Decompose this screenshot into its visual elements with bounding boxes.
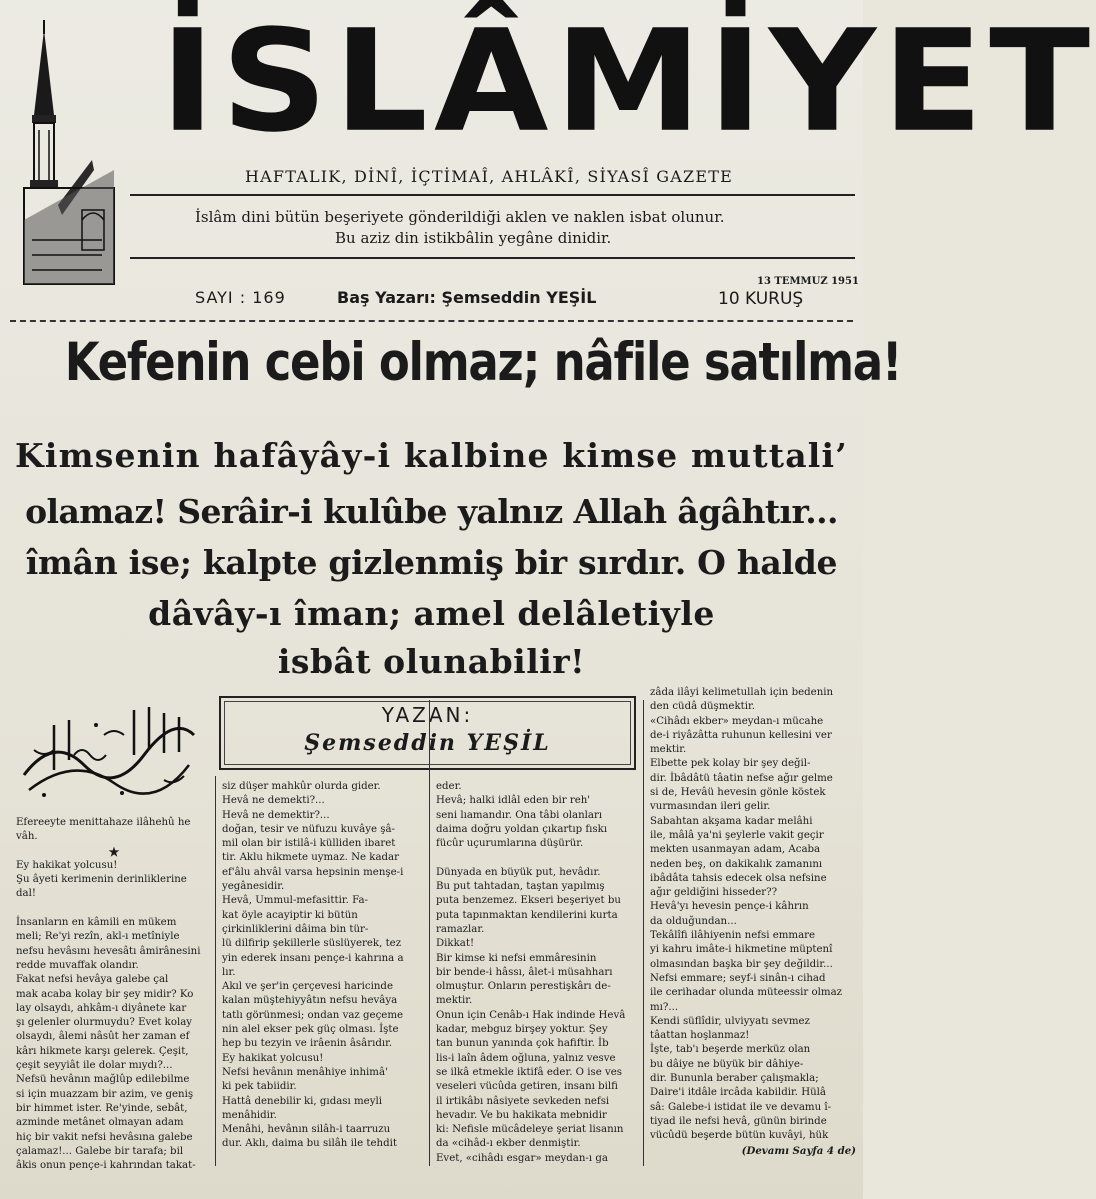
text-line: vücûdü beşerde bütün kuvâyi, hük <box>650 1130 829 1142</box>
masthead-rule-top <box>130 194 855 196</box>
text-line: Dikkat! <box>436 938 475 950</box>
text-line: dal! <box>16 888 36 900</box>
text-line: azminde metânet olmayan adam <box>16 1117 184 1129</box>
text-line: si de, Hevâü hevesin gönle köstek <box>650 787 826 799</box>
header-divider <box>10 320 853 322</box>
text-line: seni lıamandır. Ona tâbi olanları <box>436 809 603 821</box>
text-line: sâ: Galebe-i istidat ile ve devamu î- <box>650 1101 832 1113</box>
text-line: den cüdâ düşmektir. <box>650 701 755 713</box>
text-line: Ey hakikat yolcusu! <box>222 1052 324 1064</box>
text-line: veseleri vücûda getiren, insanı bilfi <box>436 1081 618 1093</box>
subheadline-line: isbât olunabilir! <box>277 642 586 681</box>
text-line: tatlı görünmesi; ondan vaz geçeme <box>222 1009 404 1021</box>
text-line: doğan, tesir ve nüfuzu kuvâye şâ- <box>222 823 395 835</box>
text-line: tiyad ile nefsi hevâ, günün birinde <box>650 1115 827 1127</box>
text-line: tan bunun yanında çok hafiftir. İb <box>436 1038 609 1050</box>
text-line: Hevâ'yı hevesin pençe-i kâhrın <box>650 901 809 913</box>
text-line: vâh. <box>16 831 38 843</box>
text-line: mektir. <box>436 995 473 1007</box>
subheadline-line: îmân ise; kalpte gizlenmiş bir sırdır. O halde <box>25 543 838 582</box>
text-line: lay olsaydı, ahkâm-ı diyânete kar <box>16 1002 187 1014</box>
article-column-1 <box>16 816 212 1173</box>
text-line: Onun için Cenâb-ı Hak indinde Hevâ <box>436 1009 626 1021</box>
text-line: kadar, mebguz birşey yoktur. Şey <box>436 1024 608 1036</box>
byline-label: YAZAN: <box>381 703 474 727</box>
text-line: ile, mâlâ ya'ni şeylerle vakit geçir <box>650 829 824 841</box>
issue-number: SAYI : 169 <box>195 288 286 307</box>
text-line: yi kahru imâte-i hikmetine müptenî <box>650 944 833 956</box>
text-line: menâhidir. <box>222 1109 277 1121</box>
main-headline: Kefenin cebi olmaz; nâfile satılma! <box>64 332 902 393</box>
text-line: bir bende-i hâssı, âlet-i müsahharı <box>436 966 613 978</box>
text-line: il irtikâbı nâsiyete sevkeden nefsi <box>436 1095 610 1107</box>
text-line: Fakat nefsi hevâya galebe çal <box>16 974 169 986</box>
article-column-3 <box>436 780 639 1166</box>
text-line: ki pek tabiidir. <box>222 1081 297 1093</box>
text-line: da «cihâd-ı ekber denmiştir. <box>436 1138 581 1150</box>
article-column-4 <box>650 686 856 1158</box>
text-line: tâattan hoşlanmaz! <box>650 1030 750 1042</box>
text-line: puta benzemez. Ekseri beşeriyet bu <box>436 895 621 907</box>
text-line: neden beş, on dakikalık zamanını <box>650 858 823 870</box>
text-line: lü dilfirip şekillerle süslüyerek, tez <box>222 938 402 950</box>
text-line: ramazlar. <box>436 923 485 935</box>
text-line: redde muvaffak olandır. <box>16 959 139 971</box>
text-line: İnsanların en kâmili en mükem <box>16 917 177 929</box>
subheadline-line: dâvây-ı îman; amel delâletiyle <box>148 594 715 633</box>
text-line: dur. Aklı, daima bu silâh ile tehdit <box>222 1138 397 1150</box>
text-line: bir himmet ister. Re'yinde, sebât, <box>16 1102 188 1114</box>
text-line: nin alel ekser pek güç olması. İşte <box>222 1024 399 1036</box>
text-line: eder. <box>436 781 462 792</box>
basmala-calligraphy <box>14 695 204 805</box>
masthead-rule-bottom <box>130 257 855 259</box>
text-line: Ey hakikat yolcusu! <box>16 859 118 871</box>
text-line: se ilkâ etmekle iktifâ eder. O ise ves <box>436 1066 623 1078</box>
text-line: zâda ilâyi kelimetullah için bedenin <box>650 687 834 698</box>
text-line: mektir. <box>650 744 687 756</box>
text-line: yin ederek insanı pençe-i kahrına a <box>222 952 404 964</box>
text-line: si için muazzam bir azim, ve geniş <box>16 1088 194 1100</box>
text-line: kalan müştehiyyâtın nefsu hevâya <box>222 995 398 1007</box>
text-line: siz düşer mahkûr olurda gider. <box>222 781 381 792</box>
text-line: ef'âlu ahvâl varsa hepsinin menşe-i <box>222 866 404 878</box>
text-line: vurmasından ileri gelir. <box>650 801 771 813</box>
text-line: Şu âyeti kerimenin derinliklerine <box>16 874 187 886</box>
subheadline-line: olamaz! Serâir-i kulûbe yalnız Allah âgâhtır... <box>25 492 838 531</box>
text-line: Daire'i itdâle ircâda kabildir. Hülâ <box>650 1087 826 1099</box>
text-line: çeşit seyyiât ile dolar mıydı?... <box>16 1060 173 1072</box>
text-line: mak acaba kolay bir şey midir? Ko <box>16 988 194 1000</box>
motto-line-2: Bu aziz din istikbâlin yegâne dinidir. <box>335 229 612 247</box>
issue-date: 13 TEMMUZ 1951 <box>757 276 859 287</box>
text-line: Kendi süflîdir, ulviyyatı sevmez <box>650 1015 810 1027</box>
subheadline-line: Kimsenin hafâyây-i kalbine kimse muttali’ <box>15 436 848 475</box>
text-line: da olduğundan... <box>650 915 737 927</box>
text-line: ağır geldiğini hisseder?? <box>650 887 778 899</box>
text-line: hevadır. Ve bu hakikata mebnidir <box>436 1109 607 1121</box>
text-line: Bir kimse ki nefsi emmâresinin <box>436 952 597 964</box>
byline-box <box>219 696 636 770</box>
text-line: ibâdâta tahsis edecek olsa nefsine <box>650 872 827 884</box>
text-line: lis-i laîn âdem oğluna, yalnız vesve <box>436 1052 616 1064</box>
text-line: dir. Bununla beraber çalışmakla; <box>650 1073 819 1085</box>
text-line: mekten usanmayan adam, Acaba <box>650 844 821 856</box>
text-line: Bu put tahtadan, taştan yapılmış <box>436 881 605 893</box>
text-line: tir. Aklu hikmete uymaz. Ne kadar <box>222 852 399 864</box>
motto-line-1: İslâm dini bütün beşeriyete gönderildiği aklen ve naklen isbat olunur. <box>195 208 725 226</box>
text-line: ki: Nefisle mücâdeleye şeriat lisanın <box>436 1124 624 1136</box>
text-line: hiç bir vakit nefsi hevâsına galebe <box>16 1131 193 1143</box>
text-line: olmuştur. Onların perestişkârı de- <box>436 981 611 993</box>
text-line: çalamaz!... Galebe bir tarafa; bil <box>16 1145 184 1157</box>
continued-note: (Devamı Sayfa 4 de) <box>741 1144 856 1157</box>
text-line: Hevâ; halki idlâl eden bir reh' <box>436 795 591 807</box>
text-line: Hevâ ne demektir?... <box>222 809 330 821</box>
text-line <box>436 851 639 865</box>
text-line: şı gelenler olurmuydu? Evet kolay <box>16 1017 193 1029</box>
text-line: Sabahtan akşama kadar melâhi <box>650 815 813 827</box>
text-line: olmasından başka bir şey değildir... <box>650 958 833 970</box>
text-line: Menâhi, hevânın silâh-i taarruzu <box>222 1124 391 1136</box>
text-line: Evet, «cihâdı esgar» meydan-ı ga <box>436 1152 608 1164</box>
newspaper-title: İSLÂMİYET <box>160 0 1096 163</box>
text-line: fücûr uçurumlarına düşürür. <box>436 838 584 850</box>
text-line <box>16 902 212 916</box>
text-line: lır. <box>222 966 236 978</box>
column-divider <box>643 700 644 1166</box>
column-divider <box>429 700 430 1166</box>
text-line: olsaydı, âlemi nâsût her zaman ef <box>16 1031 190 1043</box>
text-line: dir. İbâdâtü tâatin nefse ağır gelme <box>650 772 833 784</box>
text-line: kârı hikmete karşı gelerek. Çeşit, <box>16 1045 189 1057</box>
newspaper-subtitle: HAFTALIK, DİNÎ, İÇTİMAÎ, AHLÂKÎ, SİYASÎ GAZETE <box>245 167 733 186</box>
text-line: Dünyada en büyük put, hevâdır. <box>436 866 601 878</box>
text-line: Hevâ ne demekti?... <box>222 795 325 807</box>
text-line: nefsu hevâsını hevesâtı âmirânesini <box>16 945 201 957</box>
text-line: daima doğru yoldan çıkartıp fıskı <box>436 823 608 835</box>
byline-author: Şemseddin YEŞİL <box>304 730 551 756</box>
text-line: bu dâiye ne büyük bir dâhiye- <box>650 1058 804 1070</box>
text-line: «Cihâdı ekber» meydan-ı mücahe <box>650 715 824 727</box>
text-line: Nefsi hevânın menâhiye inhimâ' <box>222 1066 388 1078</box>
text-line: Elbette pek kolay bir şey değil- <box>650 758 811 770</box>
text-line: Efereeyte menittahaze ilâhehû he <box>16 817 191 828</box>
star-separator: ★ <box>108 844 120 859</box>
text-line: Nefsü hevânın mağlûp edilebilme <box>16 1074 190 1086</box>
text-line: mı?... <box>650 1001 679 1013</box>
text-line: puta tapınmaktan kendilerini kurta <box>436 909 618 921</box>
text-line: kat öyle acayiptir ki bütün <box>222 909 358 921</box>
text-line: de-i riyâzâtta ruhunun kellesini ver <box>650 729 832 741</box>
chief-editor: Baş Yazarı: Şemseddin YEŞİL <box>337 288 597 307</box>
text-line: âkis onun pençe-i kahrından takat- <box>16 1160 196 1172</box>
text-line: hep bu tezyin ve irâenin âsârıdır. <box>222 1038 393 1050</box>
text-line: meli; Re'yi rezîn, akl-ı metîniyle <box>16 931 180 943</box>
text-line: mil olan bir istilâ-i külliden ibaret <box>222 838 396 850</box>
text-line: Nefsi emmare; seyf-i sinân-ı cihad <box>650 972 826 984</box>
text-line: Hattâ denebilir ki, gıdası meyli <box>222 1095 382 1107</box>
text-line: çirkinliklerini dâima bin tür- <box>222 923 369 935</box>
text-line: yegânesidir. <box>222 881 285 893</box>
article-column-2 <box>222 780 425 1152</box>
text-line: Hevâ, Ummul-mefasittir. Fa- <box>222 895 368 907</box>
text-line: Akıl ve şer'in çerçevesi haricinde <box>222 981 393 993</box>
text-line: İşte, tab'ı beşerde merküz olan <box>650 1044 811 1056</box>
text-line: Tekâlîfi ilâhiyenin nefsi emmare <box>650 930 816 942</box>
issue-price: 10 KURUŞ <box>718 289 804 309</box>
minaret-mosque-icon <box>22 20 120 288</box>
column-divider <box>215 776 216 1166</box>
text-line: ile cerihadar olunda müteessir olmaz <box>650 987 843 999</box>
